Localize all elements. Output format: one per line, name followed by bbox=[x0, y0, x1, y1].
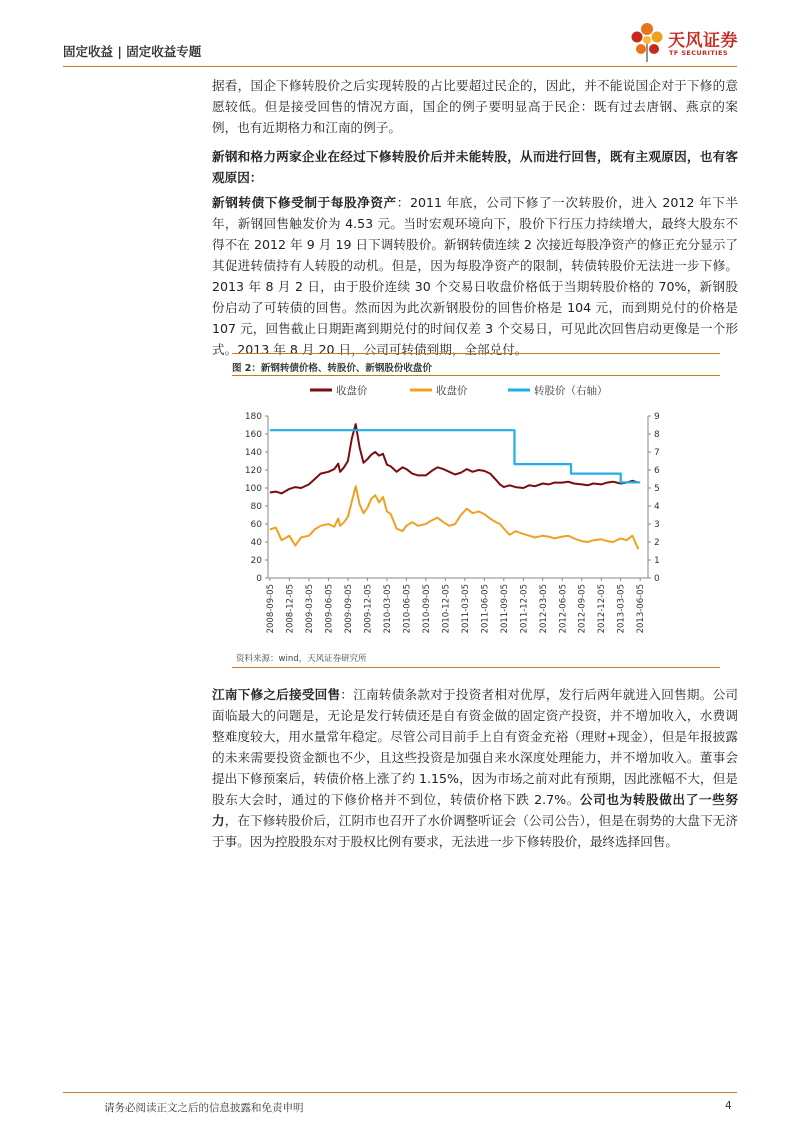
y-right-tick-label: 6 bbox=[654, 466, 660, 476]
x-tick-label: 2010-09-05 bbox=[421, 584, 432, 634]
y-left-tick-label: 120 bbox=[244, 466, 262, 476]
x-tick-label: 2012-06-05 bbox=[558, 584, 569, 634]
legend-label-1: 收盘价 bbox=[336, 385, 368, 397]
xingang-text: ：2011 年底，公司下修了一次转股价，进入 2012 年下半年，新钢回售触发价为 4.53 元。当时宏观环境向下，股价下行压力持续增大，最终大股东不得不在 2012 年 9 月 19 日下调转股价。新钢转债连续 2 次接近每股净资产的修正充分显示了其促进转债持有人转股的动机。但是，因为每股净资产的限制，转债转股价无法进一步下修。2013 年 8 月 2 日，由于股价连续 30 个交易日收盘价格低于当期转股价格的 70%，新钢股份启动了可转债的回售。然而因为此次新钢股份的回售价格是 104 元，而到期兑付的价格是 107 元，回售截止日期距离到期兑付的时间仅差 3 个交易日，可见此次回售启动更像是一个形式。2013 年 8 月 20 日，公司可转债到期，全部兑付。 bbox=[212, 195, 738, 357]
xingang-heading: 新钢转债下修受制于每股净资产 bbox=[212, 195, 397, 210]
x-tick-label: 2008-09-05 bbox=[265, 584, 276, 634]
page-number: 4 bbox=[725, 1100, 732, 1112]
logo-name: 天风证券 bbox=[668, 31, 738, 51]
legend-label-3: 转股价（右轴） bbox=[534, 385, 608, 397]
flower-logo-icon bbox=[628, 20, 666, 64]
x-tick-label: 2010-03-05 bbox=[382, 584, 393, 634]
x-tick-label: 2009-03-05 bbox=[304, 584, 315, 634]
y-left-tick-label: 160 bbox=[244, 430, 262, 440]
paragraph-1 bbox=[212, 75, 738, 138]
x-tick-label: 2012-09-05 bbox=[577, 584, 588, 634]
y-left-tick-label: 20 bbox=[250, 556, 262, 566]
series-line-2 bbox=[270, 486, 638, 549]
y-left-tick-label: 60 bbox=[250, 520, 262, 530]
paragraph-2 bbox=[212, 146, 738, 188]
figure-title-rule bbox=[232, 375, 720, 376]
x-tick-label: 2013-06-05 bbox=[636, 584, 647, 634]
x-tick-label: 2009-09-05 bbox=[343, 584, 354, 634]
x-tick-label: 2008-12-05 bbox=[285, 584, 296, 634]
paragraph-3 bbox=[212, 192, 738, 360]
x-tick-label: 2011-06-05 bbox=[480, 584, 491, 634]
y-left-tick-label: 80 bbox=[250, 502, 262, 512]
y-left-tick-label: 0 bbox=[256, 574, 262, 584]
x-tick-label: 2009-12-05 bbox=[363, 584, 374, 634]
legend-label-2: 收盘价 bbox=[436, 385, 468, 397]
company-logo bbox=[628, 20, 748, 64]
x-tick-label: 2010-06-05 bbox=[402, 584, 413, 634]
footer-disclaimer: 请务必阅读正文之后的信息披露和免责申明 bbox=[104, 1102, 304, 1114]
x-tick-label: 2011-12-05 bbox=[519, 584, 530, 634]
y-left-tick-label: 140 bbox=[244, 448, 262, 458]
y-right-tick-label: 9 bbox=[654, 412, 660, 422]
x-tick-label: 2013-03-05 bbox=[616, 584, 627, 634]
figure-source: 资料来源：wind，天风证券研究所 bbox=[236, 654, 367, 664]
logo-subtitle: TF SECURITIES bbox=[669, 49, 728, 57]
figure-top-rule bbox=[232, 353, 720, 354]
y-right-tick-label: 2 bbox=[654, 538, 660, 548]
y-right-tick-label: 3 bbox=[654, 520, 660, 530]
convertible-bond-chart bbox=[232, 378, 720, 650]
y-right-tick-label: 7 bbox=[654, 448, 660, 458]
jiangnan-emphasis: 公司也为转股做出了一些努力 bbox=[212, 792, 739, 828]
x-tick-label: 2011-03-05 bbox=[460, 584, 471, 634]
y-left-tick-label: 180 bbox=[244, 412, 262, 422]
y-left-tick-label: 40 bbox=[250, 538, 262, 548]
y-right-tick-label: 0 bbox=[654, 574, 660, 584]
x-tick-label: 2009-06-05 bbox=[324, 584, 335, 634]
x-tick-label: 2012-03-05 bbox=[538, 584, 549, 634]
y-right-tick-label: 8 bbox=[654, 430, 660, 440]
report-section-header: 固定收益 | 固定收益专题 bbox=[63, 44, 202, 59]
jiangnan-text-2: ，在下修转股价后，江阴市也召开了水价调整听证会（公司公告），但是在弱势的大盘下无济于事。因为控股股东对于股权比例有要求，无法进一步下修转股价，最终选择回售。 bbox=[212, 813, 739, 849]
figure-title: 图 2：新钢转债价格、转股价、新钢股份收盘价 bbox=[232, 363, 432, 374]
y-left-tick-label: 100 bbox=[244, 484, 262, 494]
jiangnan-text-1: ：江南转债条款对于投资者相对优厚，发行后两年就进入回售期。公司面临最大的问题是，无论是发行转债还是自有资金做的固定资产投资，并不增加收入，水费调整难度较大，用水量常年稳定。尽管公司目前手上自有资金充裕（理财+现金），但是年报披露的未来需要投资金额也不少，且这些投资是加强自来水深度处理能力，并不增加收入。董事会提出下修预案后，转债价格上涨了约 1.15%，因为市场之前对此有预期，因此涨幅不大，但是股东大会时，通过的下修价格并不到位，转债价格下跌 2.7%。 bbox=[212, 687, 739, 807]
jiangnan-heading: 江南下修之后接受回售 bbox=[212, 687, 341, 702]
figure-bottom-rule bbox=[232, 667, 720, 668]
x-tick-label: 2012-12-05 bbox=[597, 584, 608, 634]
x-tick-label: 2010-12-05 bbox=[441, 584, 452, 634]
paragraph-1-text: 据看，国企下修转股价之后实现转股的占比要超过民企的，因此，并不能说国企对于下修的意愿较低。但是接受回售的情况方面，国企的例子要明显高于民企：既有过去唐钢、燕京的案例，也有近期格力和江南的例子。 bbox=[212, 78, 738, 135]
footer-divider bbox=[63, 1092, 737, 1093]
y-right-tick-label: 4 bbox=[654, 502, 660, 512]
x-tick-label: 2011-09-05 bbox=[499, 584, 510, 634]
series-line-1 bbox=[270, 424, 638, 493]
y-right-tick-label: 5 bbox=[654, 484, 660, 494]
paragraph-4 bbox=[212, 684, 738, 852]
paragraph-2-text: 新钢和格力两家企业在经过下修转股价后并未能转股，从而进行回售，既有主观原因，也有客观原因： bbox=[212, 149, 738, 185]
header-divider bbox=[63, 66, 737, 67]
y-right-tick-label: 1 bbox=[654, 556, 660, 566]
